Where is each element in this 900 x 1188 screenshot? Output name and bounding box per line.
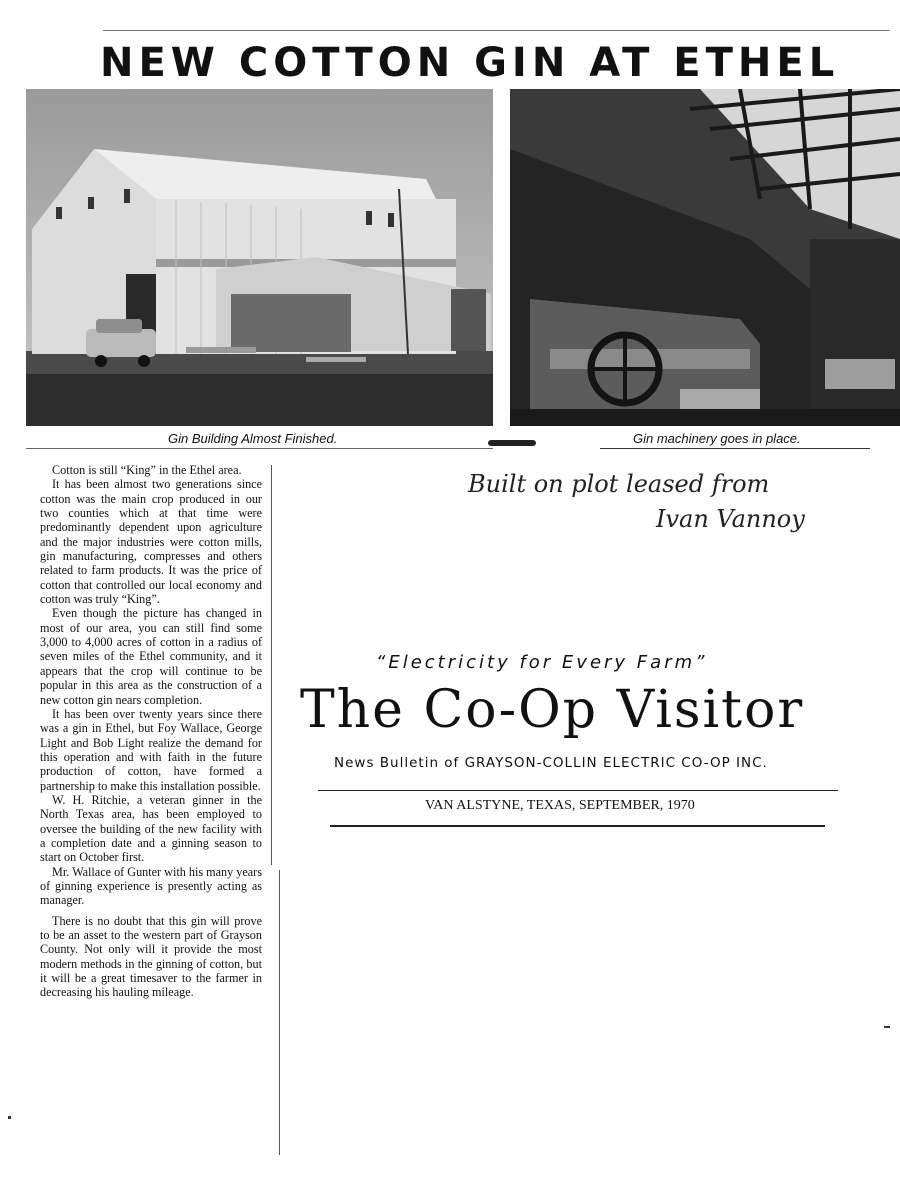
handwritten-note-line2: Ivan Vannoy: [656, 505, 805, 533]
masthead-slogan: “Electricity for Every Farm”: [376, 652, 708, 673]
handwritten-note-line1: Built on plot leased from: [468, 470, 770, 498]
article-paragraph: Mr. Wallace of Gunter with his many years of ginning experience is presently acting as manager.: [40, 864, 262, 908]
scan-speck: [8, 1116, 11, 1119]
masthead-rule-top: [318, 790, 838, 791]
gin-machinery-photo: [510, 89, 900, 426]
article-paragraph: Even though the picture has changed in most of our area, you can still find some 3,000 to 4,000 acres of cotton in a radius of seven miles of the Ethel community, and it appears that the crop will continue to be popular in this area as the construction of a new cotton gin nears completion.: [40, 606, 262, 707]
column-rule: [279, 870, 280, 1155]
masthead-title: The Co-Op Visitor: [300, 680, 805, 740]
masthead-rule-bottom: [330, 825, 825, 827]
gin-building-photo: [26, 89, 493, 426]
article-paragraph: It has been over twenty years since there was a gin in Ethel, but Foy Wallace, George Light and Bob Light realize the demand for this operation and with faith in the future production of cotton, have formed a partnership to make this installation possible.: [40, 706, 262, 793]
masthead-subtitle: News Bulletin of GRAYSON-COLLIN ELECTRIC CO-OP INC.: [334, 755, 768, 771]
caption-rule-left: [26, 448, 493, 449]
top-rule: [103, 30, 890, 31]
masthead-dateline: VAN ALSTYNE, TEXAS, SEPTEMBER, 1970: [425, 798, 695, 813]
headline: NEW COTTON GIN AT ETHEL: [100, 40, 840, 86]
article-paragraph: W. H. Ritchie, a veteran ginner in the North Texas area, has been employed to oversee the building of the new facility with a completion date and a ginning season to start on October first.: [40, 792, 262, 865]
ink-smudge: [488, 440, 536, 446]
article-paragraph: Cotton is still “King” in the Ethel area.: [52, 463, 242, 477]
gin-machinery-caption: Gin machinery goes in place.: [633, 431, 801, 446]
article-body: [40, 463, 262, 1000]
article-paragraph: It has been almost two generations since cotton was the main crop produced in our two counties which at that time were predominantly dependent upon agriculture and the major industries were cotton mills, gin manufacturing, compresses and others related to farm products. It was the price of cotton that controlled our local economy and cotton was truly “King”.: [40, 477, 262, 607]
article-paragraph: There is no doubt that this gin will prove to be an asset to the western part of Grayson County. Not only will it provide the most modern methods in the ginning of cotton, but it will be a great timesaver to the farmer in decreasing his hauling mileage.: [40, 913, 262, 1000]
scan-speck: [884, 1026, 890, 1028]
column-rule: [271, 465, 272, 865]
gin-building-caption: Gin Building Almost Finished.: [168, 431, 338, 446]
caption-rule-right: [600, 448, 870, 449]
